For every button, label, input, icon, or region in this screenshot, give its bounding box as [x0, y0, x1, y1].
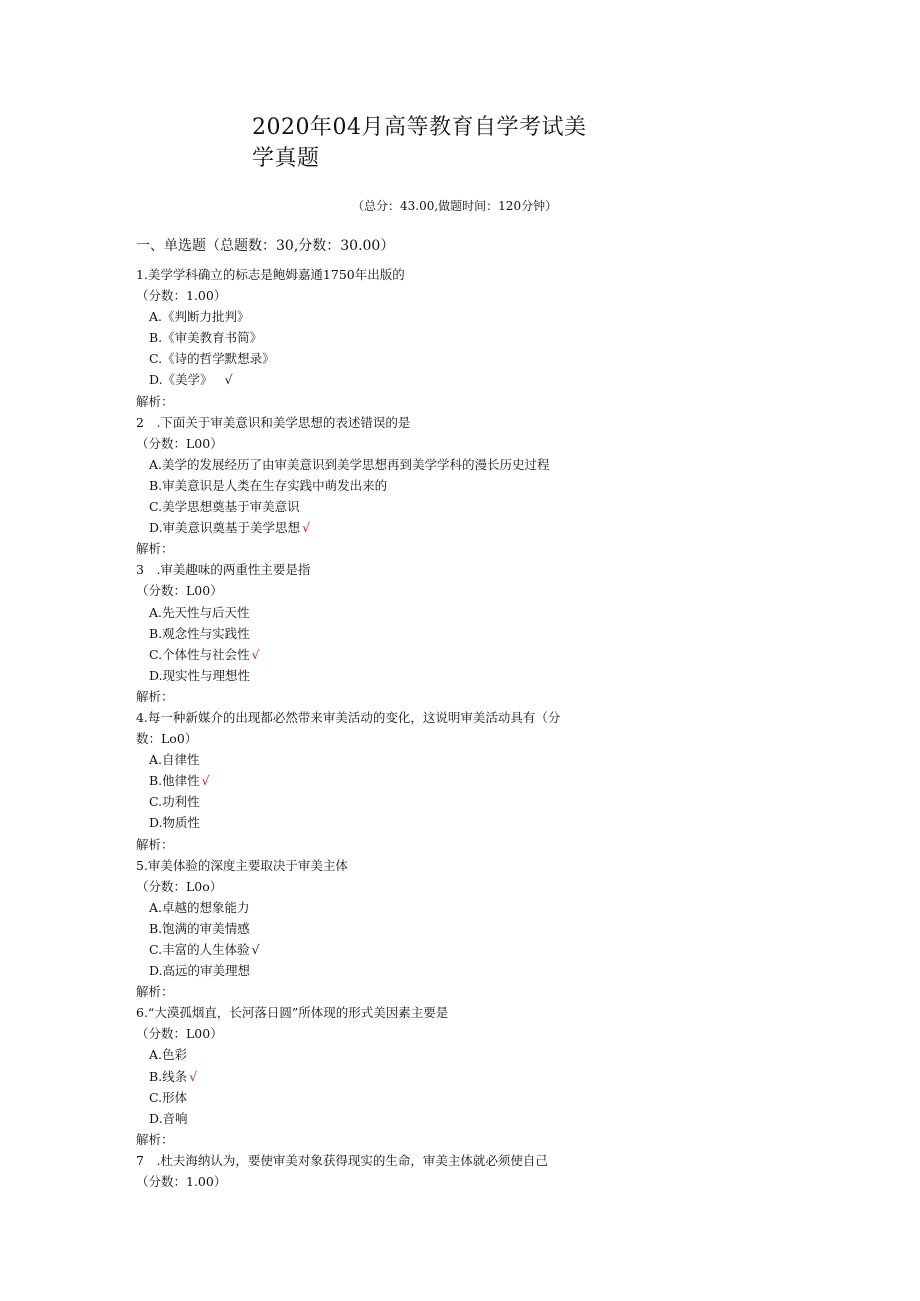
question-score: （分数：L00）: [136, 583, 223, 599]
question-stem: 2 .下面关于审美意识和美学思想的表述错误的是: [136, 414, 411, 430]
option-c: C.丰富的人生体验 √: [149, 942, 260, 957]
question-stem-continued: 数：Lo0）: [136, 731, 198, 747]
question-stem: 3 .审美趣味的两重性主要是指: [136, 562, 311, 578]
question-stem: 5.审美体验的深度主要取决于审美主体: [136, 857, 348, 873]
option-a: A.色彩: [149, 1047, 188, 1063]
question-list: [136, 264, 616, 1192]
analysis-label: 解析：: [136, 393, 174, 409]
correct-mark: √: [302, 520, 311, 536]
option-c: C.《诗的哲学默想录》: [149, 351, 275, 367]
correct-mark: √: [251, 646, 260, 662]
option-c: C.形体: [149, 1089, 188, 1105]
question-score: （分数：1.00）: [136, 288, 227, 304]
analysis-label: 解析：: [136, 984, 174, 1000]
option-c: C.个体性与社会性 √: [149, 646, 260, 662]
option-d: D.现实性与理想性: [149, 667, 251, 683]
question-score: （分数：1.00）: [136, 1174, 227, 1190]
option-b: B.他律性 √: [149, 773, 210, 789]
question-score: （分数：L0o）: [136, 878, 223, 894]
question-score: （分数：L00）: [136, 1026, 223, 1042]
option-c: C.功利性: [149, 794, 200, 810]
option-d: D.审美意识奠基于美学思想 √: [149, 520, 311, 536]
question-stem: 4.每一种新媒介的出现都必然带来审美活动的变化，这说明审美活动具有（分: [136, 709, 561, 725]
correct-mark: √: [201, 773, 210, 789]
option-b: B.观念性与实践性: [149, 625, 250, 641]
option-a: A.卓越的想象能力: [149, 899, 250, 915]
question-score: （分数：L00）: [136, 435, 223, 451]
document-title: 2020年04月高等教育自学考试美学真题: [252, 115, 587, 171]
option-b: B.线条 √: [149, 1068, 198, 1084]
option-d: D.音响: [149, 1110, 188, 1126]
section-heading: 一、单选题（总题数：30,分数：30.00）: [136, 238, 395, 254]
question-stem: 6.“大漠孤烟直，长河落日圆”所体现的形式美因素主要是: [136, 1005, 449, 1021]
correct-mark: √: [251, 942, 260, 957]
option-a: A.美学的发展经历了由审美意识到美学思想再到美学学科的漫长历史过程: [149, 456, 550, 472]
option-b: B.审美意识是人类在生存实践中萌发出来的: [149, 477, 388, 493]
correct-mark: √: [189, 1068, 198, 1084]
correct-mark: √: [224, 372, 233, 388]
option-d: D.《美学》 √: [149, 372, 233, 388]
question-stem: 1.美学学科确立的标志是鲍姆嘉通1750年出版的: [136, 267, 405, 282]
exam-summary: （总分：43.00,做题时间：120分钟）: [352, 199, 558, 213]
question-stem: 7 .杜夫海纳认为，要使审美对象获得现实的生命，审美主体就必须使自己: [136, 1152, 548, 1168]
option-b: B.饱满的审美情感: [149, 920, 250, 936]
analysis-label: 解析：: [136, 836, 174, 852]
option-d: D.高远的审美理想: [149, 963, 251, 979]
option-d: D.物质性: [149, 815, 201, 831]
option-c: C.美学思想奠基于审美意识: [149, 499, 300, 515]
option-a: A.自律性: [149, 752, 200, 768]
analysis-label: 解析：: [136, 541, 174, 557]
option-b: B.《审美教育书简》: [149, 330, 263, 346]
analysis-label: 解析：: [136, 1131, 174, 1147]
option-a: A.先天性与后天性: [149, 604, 250, 620]
analysis-label: 解析：: [136, 688, 174, 704]
option-a: A.《判断力批判》: [149, 309, 250, 325]
